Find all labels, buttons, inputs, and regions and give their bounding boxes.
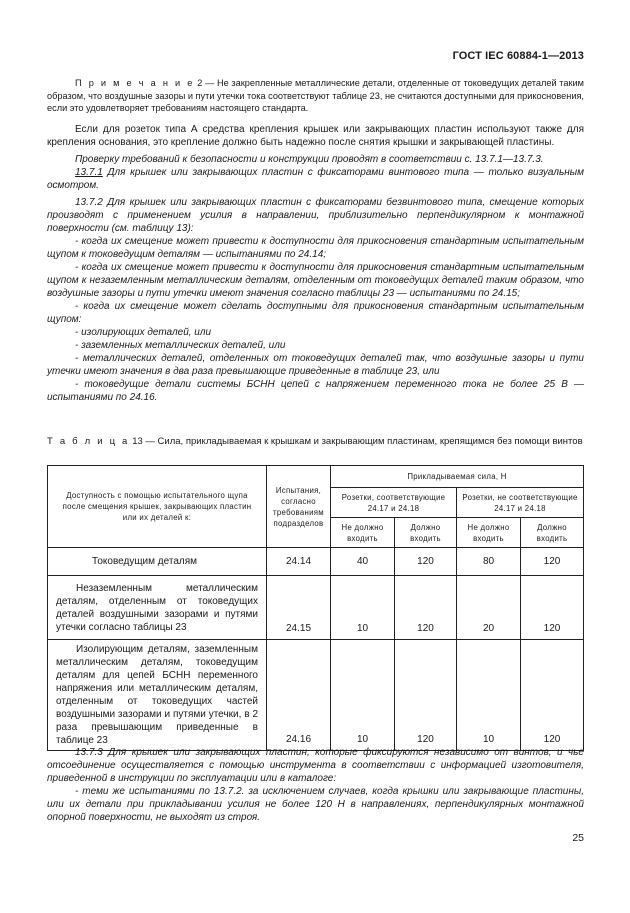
row-a-release: 120 <box>395 576 457 640</box>
header-accessibility: Доступность с помощью испытательного щупа после смещения крышек, закрывающих пластин или их деталей к: <box>48 466 267 548</box>
row-test: 24.14 <box>267 548 331 576</box>
table-row <box>48 576 584 640</box>
clause-13-7-2-number: 13.7.2 <box>75 196 103 208</box>
list-item: - теми же испытаниями по 13.7.2. за исключением случаев, когда крышки или закрывающие пластины, или их детали при прикладывании усилия не более 120 Н в направлениях, перпендикулярных монтажной опорной поверхности, не выходят из строя. <box>47 786 584 823</box>
row-test: 24.16 <box>267 640 331 751</box>
page-number: 25 <box>572 832 584 844</box>
row-a-not-release: 40 <box>331 548 395 576</box>
header-sockets-noncompliant: Розетки, не соответствующие 24.17 и 24.18 <box>457 488 584 518</box>
header-sockets-compliant: Розетки, соответствующие 24.17 и 24.18 <box>331 488 457 518</box>
table-number: 13 <box>132 436 143 447</box>
list-item: - металлических деталей, отделенных от токоведущих деталей так, что воздушные зазоры и пути утечки имеют значения в два раза превышающие приведенные в таблице 23, или <box>47 352 584 377</box>
note-text: Не закрепленные металлические детали, отделенные от токоведущих деталей таким образом, что воздушные зазоры и пути утечки тока соответствуют таблице 23, не считаются доступными для прикосновения, если это удовлетворяет требованиям настоящего стандарта. <box>47 78 584 113</box>
check-paragraph: Проверку требований к безопасности и конструкции проводят в соответствии с. 13.7.1—13.7.3. <box>75 153 544 165</box>
header-not-release: Не должно входить <box>331 518 395 548</box>
clause-13-7-1-text: Для крышек или закрывающих пластин с фиксаторами винтового типа — только визуальным осмотром. <box>47 166 585 191</box>
clause-13-7-2-text: Для крышек или закрывающих пластин с фиксаторами безвинтового типа, смещение которых производят с применением усилия в направлении, приблизительно перпендикулярном к монтажной поверхности (см. таблицу 13): <box>47 196 584 234</box>
table-title: — Сила, прикладываемая к крышкам и закрывающим пластинам, крепящимся без помощи винтов <box>145 436 583 447</box>
row-b-not-release: 10 <box>457 640 521 751</box>
header-not-release: Не должно входить <box>457 518 521 548</box>
clause-13-7-3-number: 13.7.3 <box>75 747 103 758</box>
note-label: П р и м е ч а н и е <box>75 78 195 88</box>
main-text <box>47 77 584 404</box>
row-a-release: 120 <box>395 640 457 751</box>
list-item: - заземленных металлических деталей, или <box>75 339 286 351</box>
row-b-not-release: 80 <box>457 548 521 576</box>
note-number: 2 — <box>197 78 215 88</box>
row-a-not-release: 10 <box>331 640 395 751</box>
table-13 <box>47 465 584 751</box>
para-type-a: Если для розеток типа А средства крепления крышек или закрывающих пластин используют также для крепления основания, это крепление должно быть надежно после снятия крышки и закрывающей пластины. <box>47 123 584 148</box>
table-label: Т а б л и ц а <box>47 436 130 447</box>
standard-header: ГОСТ IEC 60884-1—2013 <box>452 50 584 62</box>
clause-13-7-2 <box>47 196 584 235</box>
list-item: - токоведущие детали системы БСНН цепей с напряжением переменного тока не более 25 В — испытаниями по 24.16. <box>47 378 584 403</box>
clause-13-7-3-text: Для крышек или закрывающих пластин, которые фиксируются независимо от винтов, и чье отсоединение осуществляется с помощью инструмента в соответствии с информацией изготовителя, приведенной в инструкции по эксплуатации или в каталоге: <box>47 747 584 784</box>
row-test: 24.15 <box>267 576 331 640</box>
list-item: - изолирующих деталей, или <box>75 326 212 338</box>
list-item: - когда их смещение может привести к доступности для прикосновения стандартным испытательным щупом к токоведущим деталям — испытаниями по 24.14; <box>47 235 584 260</box>
header-release: Должно входить <box>395 518 457 548</box>
clause-13-7-1 <box>47 166 584 192</box>
after-table-text <box>47 746 584 824</box>
header-force: Прикладываемая сила, Н <box>331 466 584 488</box>
list-item: - когда их смещение может привести к доступности для прикосновения стандартным испытательным щупом к незаземленным металлическим деталям, отделенным от токоведущих деталей таким образом, что воздушные зазоры и пути утечки имеют значения согласно таблицы 23 — испытаниями по 24.15; <box>47 261 584 299</box>
row-a-release: 120 <box>395 548 457 576</box>
table-row <box>48 548 584 576</box>
header-tests: Испытания, согласно требованиям подразделов <box>267 466 331 548</box>
row-b-release: 120 <box>521 576 584 640</box>
clause-13-7-1-number: 13.7.1 <box>75 166 103 178</box>
list-item: - когда их смещение может сделать доступными для прикосновения стандартным испытательным щупом: <box>47 300 584 325</box>
table-header-row <box>48 466 584 488</box>
table-row <box>48 640 584 751</box>
note-2 <box>47 77 584 115</box>
row-description: Незаземленным металлическим деталям, отделенным от токоведущих деталей воздушными зазорами и путями утечки согласно таблицы 23 <box>48 576 267 640</box>
row-b-not-release: 20 <box>457 576 521 640</box>
row-description: Изолирующим деталям, заземленным металлическим деталям, токоведущим деталям для цепей БСНН переменного напряжения или металлическим деталям, отделенным от токоведущих частей воздушными зазорами и путями утечки, в 2 раза превышающим приведенные в таблице 23 <box>48 640 267 751</box>
row-b-release: 120 <box>521 548 584 576</box>
row-b-release: 120 <box>521 640 584 751</box>
clause-13-7-3 <box>47 746 584 785</box>
row-a-not-release: 10 <box>331 576 395 640</box>
row-description: Токоведущим деталям <box>48 548 267 576</box>
header-release: Должно входить <box>521 518 584 548</box>
table-caption <box>47 436 584 449</box>
